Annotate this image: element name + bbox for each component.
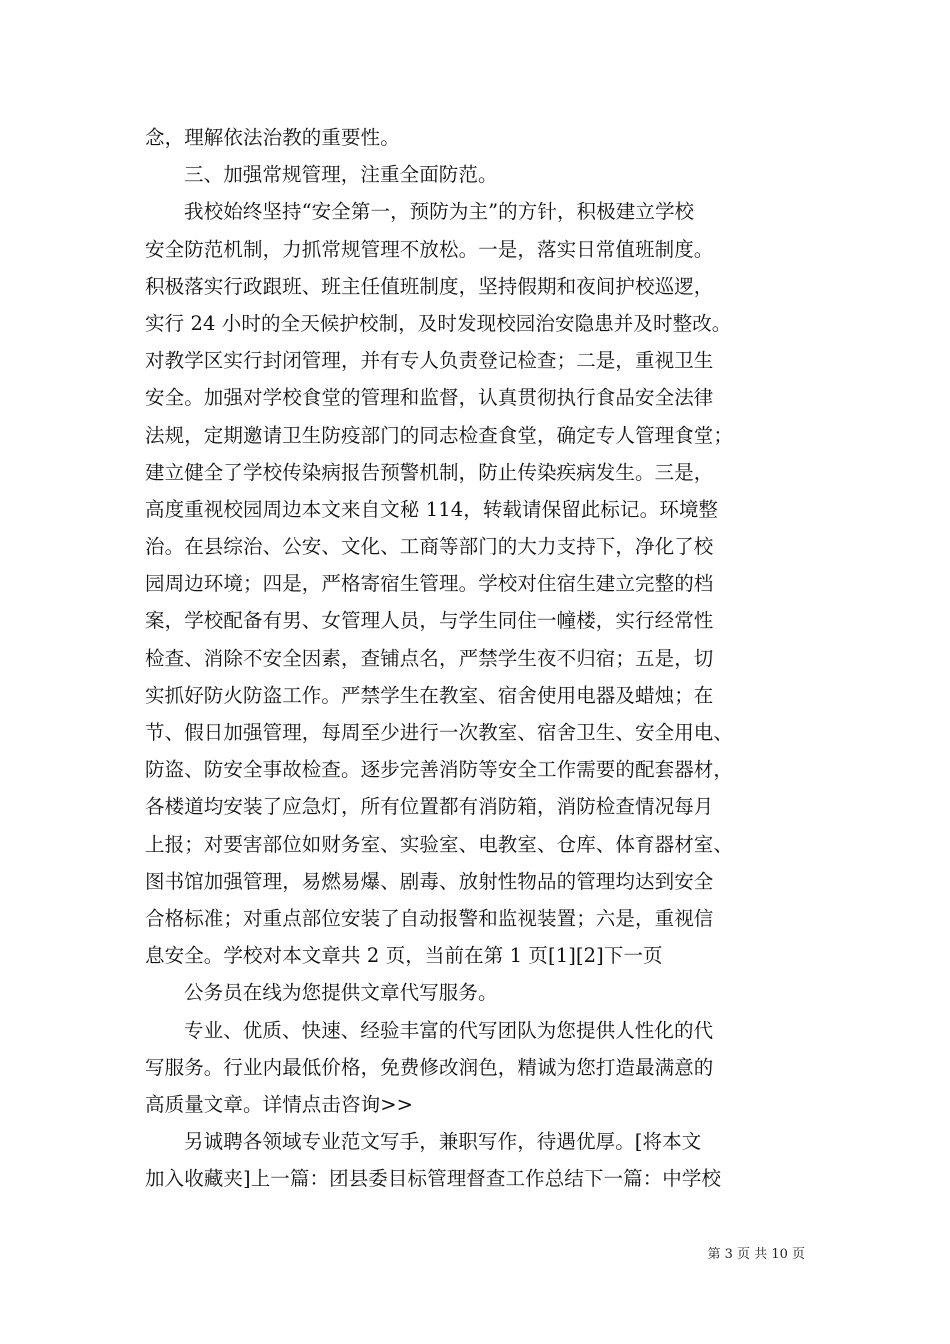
text-line: 图书馆加强管理，易燃易爆、剧毒、放射性物品的管理均达到安全 [145,869,714,893]
text-line: 另诚聘各领域专业范文写手，兼职写作，待遇优厚。[将本文 [184,1130,702,1154]
text-line: 法规，定期邀请卫生防疫部门的同志检查食堂，确定专人管理食堂； [145,423,734,447]
text-line: 高度重视校园周边本文来自文秘 114，转载请保留此标记。环境整 [145,497,719,521]
text-line: 公务员在线为您提供文章代写服务。 [184,981,498,1005]
text-line: 上报；对要害部位如财务室、实验室、电教室、仓库、体育器材室、 [145,832,734,856]
text-line: 检查、消除不安全因素，查铺点名，严禁学生夜不归宿；五是，切 [145,646,714,670]
text-line: 加入收藏夹]上一篇：团县委目标管理督查工作总结下一篇：中学校 [145,1167,722,1191]
text-line: 息安全。学校对本文章共 2 页，当前在第 1 页[1][2]下一页 [145,944,663,968]
text-line: 高质量文章。详情点击咨询>> [145,1092,414,1116]
text-line: 建立健全了学校传染病报告预警机制，防止传染疾病发生。三是， [145,460,714,484]
text-line: 合格标准；对重点部位安装了自动报警和监视装置；六是，重视信 [145,906,714,930]
page-indicator: 第 3 页 共 10 页 [707,1247,805,1262]
text-line: 案，学校配备有男、女管理人员，与学生同住一幢楼，实行经常性 [145,609,714,633]
text-line: 念，理解依法治教的重要性。 [145,126,400,149]
text-line: 三、加强常规管理，注重全面防范。 [184,163,498,187]
text-line: 园周边环境；四是，严格寄宿生管理。学校对住宿生建立完整的档 [145,572,714,596]
text-line: 各楼道均安装了应急灯，所有位置都有消防箱，消防检查情况每月 [145,795,714,819]
text-line: 专业、优质、快速、经验丰富的代写团队为您提供人性化的代 [184,1018,714,1042]
text-line: 实抓好防火防盗工作。严禁学生在教室、宿舍使用电器及蜡烛；在 [145,683,714,707]
text-line: 我校始终坚持“安全第一，预防为主”的方针，积极建立学校 [184,200,695,224]
text-line: 安全防范机制，力抓常规管理不放松。一是，落实日常值班制度。 [145,237,714,261]
text-line: 治。在县综治、公安、文化、工商等部门的大力支持下，净化了校 [145,535,714,559]
text-line: 对教学区实行封闭管理，并有专人负责登记检查；二是，重视卫生 [145,349,714,373]
text-line: 防盗、防安全事故检查。逐步完善消防等安全工作需要的配套器材， [145,758,734,782]
text-line: 节、假日加强管理，每周至少进行一次教室、宿舍卫生、安全用电、 [145,721,734,744]
text-line: 写服务。行业内最低价格，免费修改润色，精诚为您打造最满意的 [145,1055,714,1079]
text-line: 积极落实行政跟班、班主任值班制度，坚持假期和夜间护校巡逻， [145,274,714,298]
text-line: 实行 24 小时的全天候护校制，及时发现校园治安隐患并及时整改。 [145,311,732,335]
text-line: 安全。加强对学校食堂的管理和监督，认真贯彻执行食品安全法律 [145,386,714,410]
document-body [145,119,817,1197]
